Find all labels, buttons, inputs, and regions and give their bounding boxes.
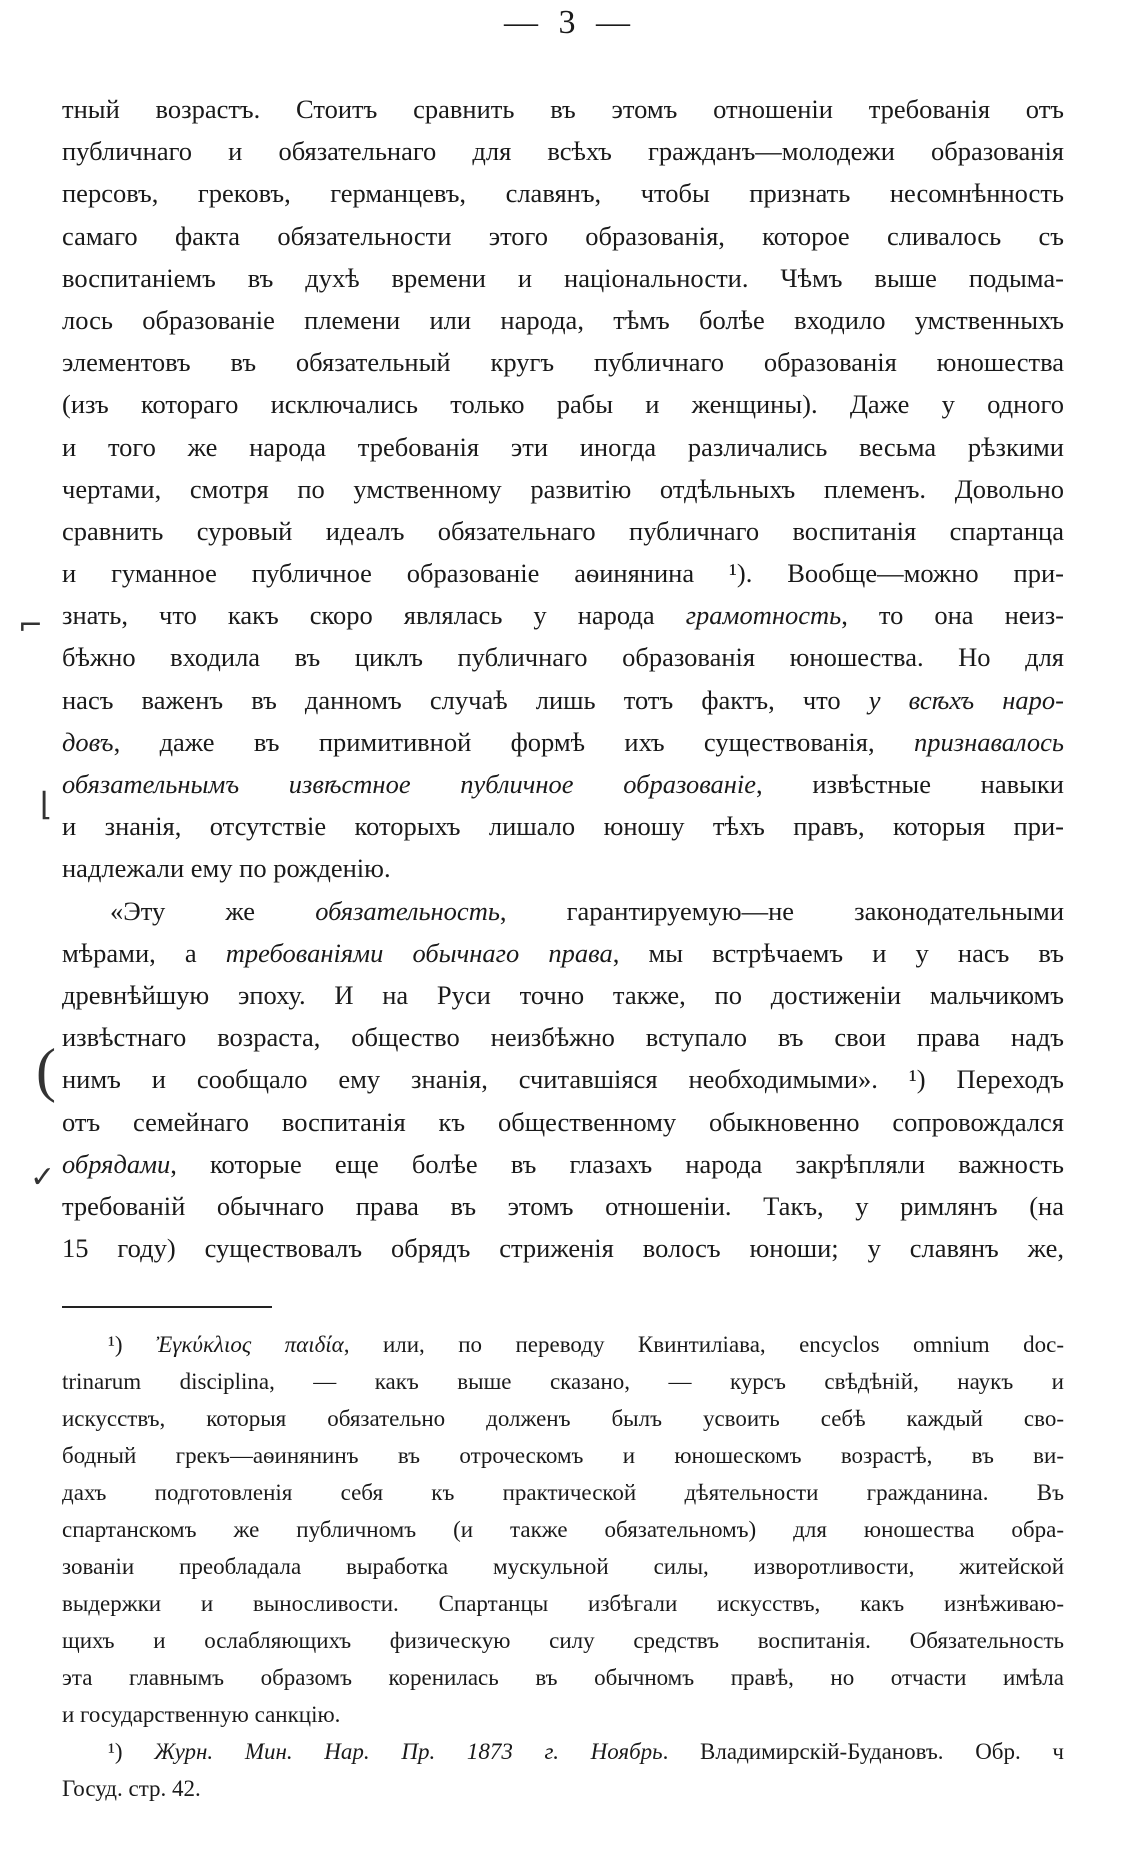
text-line <box>62 636 1064 678</box>
italic-span: грамотность <box>685 600 842 631</box>
italic-span: довъ <box>62 726 114 757</box>
footnote-line <box>62 1585 1064 1622</box>
italic-span: обязательность <box>315 895 500 926</box>
text-span: и знанія, отсутствіе которыхъ лишало юношу тѣхъ правъ, которыя при- <box>62 811 1064 842</box>
text-span: бѣжно входила въ циклъ публичнаго образованія юношества. Но для <box>62 642 1064 673</box>
text-span: , или, по переводу Квинтиліава, encyclos omnium doc- <box>343 1332 1064 1357</box>
footnote-rule <box>62 1306 272 1308</box>
footnotes <box>62 1326 1064 1807</box>
text-span: знать, что какъ скоро являлась у народа <box>62 600 686 631</box>
text-span: Госуд. стр. 42. <box>62 1776 201 1801</box>
text-span: чертами, смотря по умственному развитію отдѣльныхъ племенъ. Довольно <box>62 473 1064 504</box>
margin-bracket-mark: ⌊ <box>40 785 53 823</box>
text-span: сравнить суровый идеалъ обязательнаго публичнаго воспитанія спартанца <box>62 515 1064 546</box>
italic-span: признавалось <box>913 726 1064 757</box>
text-line <box>62 299 1064 341</box>
text-span: , извѣстные навыки <box>756 769 1064 799</box>
text-span: (изъ котораго исключались только рабы и женщины). Даже у одного <box>62 389 1064 420</box>
text-line <box>62 1016 1064 1058</box>
italic-span: требованіями обычнаго права <box>225 937 613 968</box>
text-line <box>62 1227 1064 1269</box>
footnote-line <box>62 1622 1064 1659</box>
text-span: персовъ, грековъ, германцевъ, славянъ, чтобы признать несомнѣнность <box>62 178 1064 209</box>
text-span: извѣстнаго возраста, общество неизбѣжно вступало въ свои права надъ <box>62 1022 1064 1053</box>
text-line <box>62 805 1064 847</box>
text-span: щихъ и ослабляющихъ физическую силу средствъ воспитанія. Обязательность <box>62 1628 1064 1653</box>
text-line <box>62 172 1064 214</box>
footnote-line <box>62 1363 1064 1400</box>
footnote-line <box>62 1474 1064 1511</box>
main-text <box>62 88 1064 1269</box>
text-line <box>62 552 1064 594</box>
text-span: . Владимирскій-Будановъ. Обр. ч <box>662 1739 1064 1764</box>
text-line <box>62 426 1064 468</box>
text-span: , гарантируемую—не законодательными <box>499 895 1064 926</box>
text-span: спартанскомъ же публичномъ (и также обязательномъ) для юношества обра- <box>62 1517 1064 1542</box>
text-line <box>62 974 1064 1016</box>
text-span: отъ семейнаго воспитанія къ общественному обыкновенно сопровождался <box>62 1106 1064 1137</box>
text-span: воспитаніемъ въ духѣ времени и національности. Чѣмъ выше подыма- <box>62 262 1064 293</box>
text-line <box>62 215 1064 257</box>
text-span: trinarum disciplina, — какъ выше сказано, — курсъ свѣдѣній, наукъ и <box>62 1369 1064 1394</box>
footnote-line <box>62 1770 1064 1807</box>
text-line <box>62 763 1064 805</box>
footnote-line <box>62 1326 1064 1363</box>
footnote-line <box>62 1511 1064 1548</box>
text-span: , то она неиз- <box>841 600 1064 631</box>
footnote-line <box>62 1659 1064 1696</box>
text-span: насъ важенъ въ данномъ случаѣ лишь тотъ фактъ, что <box>62 684 869 715</box>
text-span: древнѣйшую эпоху. И на Руси точно также, по достиженіи мальчикомъ <box>62 979 1064 1010</box>
text-line <box>62 1101 1064 1143</box>
italic-span: обрядами <box>62 1148 171 1179</box>
text-span: самаго факта обязательности этого образованія, которое сливалось съ <box>62 220 1064 251</box>
text-span: мѣрами, а <box>62 937 226 968</box>
text-line <box>62 1058 1064 1100</box>
text-span: тный возрастъ. Стоитъ сравнить въ этомъ отношеніи требованія отъ <box>62 94 1064 124</box>
text-span: и гуманное публичное образованіе аѳинянина ¹). Вообще—можно при- <box>62 558 1064 589</box>
text-span: эта главнымъ образомъ коренилась въ обычномъ правѣ, но отчасти имѣла <box>62 1665 1064 1690</box>
text-span: лось образованіе племени или народа, тѣмъ болѣе входило умственныхъ <box>62 304 1064 335</box>
text-line <box>62 721 1064 763</box>
footnote-line <box>62 1437 1064 1474</box>
text-span: бодный грекъ—аѳинянинъ въ отроческомъ и юношескомъ возрастѣ, въ ви- <box>62 1443 1064 1468</box>
text-span: элементовъ въ обязательный кругъ публичнаго образованія юношества <box>62 347 1064 378</box>
text-line <box>62 847 1064 889</box>
text-span: нимъ и сообщало ему знанія, считавшіяся необходимыми». ¹) Переходъ <box>62 1064 1064 1095</box>
text-span: и того же народа требованія эти иногда различались весьма рѣзкими <box>62 431 1064 462</box>
text-span: выдержки и выносливости. Спартанцы избѣгали искусствъ, какъ изнѣживаю- <box>62 1591 1064 1616</box>
text-line <box>62 679 1064 721</box>
text-line <box>62 130 1064 172</box>
text-span: , мы встрѣчаемъ и у насъ въ <box>612 937 1064 968</box>
margin-paren-mark: ( <box>36 1037 56 1103</box>
text-span: и государственную санкцію. <box>62 1702 341 1727</box>
text-span: дахъ подготовленія себя къ практической дѣятельности гражданина. Въ <box>62 1480 1064 1505</box>
margin-dash-mark: ⌐ <box>18 608 44 643</box>
text-span: искусствъ, которыя обязательно долженъ былъ усвоить себѣ каждый сво- <box>62 1406 1064 1431</box>
text-line <box>62 932 1064 974</box>
text-span: 15 году) существовалъ обрядъ стриженія волосъ юноши; у славянъ же, <box>62 1233 1064 1264</box>
text-line <box>62 1185 1064 1227</box>
text-span: публичнаго и обязательнаго для всѣхъ гражданъ—молодежи образованія <box>62 136 1064 167</box>
text-line <box>62 341 1064 383</box>
text-span: ¹) <box>108 1739 155 1764</box>
italic-span: Ἐγκύκλιος παιδία <box>156 1332 344 1357</box>
text-line <box>62 1143 1064 1185</box>
text-line <box>62 383 1064 425</box>
margin-check-mark: ✓ <box>30 1160 56 1195</box>
text-span: , даже въ примитивной формѣ ихъ существованія, <box>113 726 914 757</box>
footnote-line <box>62 1733 1064 1770</box>
page-number: — 3 — <box>504 4 636 41</box>
text-span: , которые еще болѣе въ глазахъ народа закрѣпляли важность <box>170 1148 1064 1179</box>
italic-span: у всѣхъ наро- <box>868 684 1064 715</box>
text-line <box>62 890 1064 932</box>
footnote-line <box>62 1548 1064 1585</box>
text-span: требованій обычнаго права въ этомъ отношеніи. Такъ, у римлянъ (на <box>62 1190 1064 1221</box>
footnote-line <box>62 1696 1064 1733</box>
text-line <box>62 88 1064 130</box>
italic-span: Журн. Мин. Нар. Пр. 1873 г. Ноябрь <box>154 1739 663 1764</box>
text-span: зованіи преобладала выработка мускульной силы, изворотливости, житейской <box>62 1554 1064 1579</box>
italic-span: обязательнымъ извѣстное публичное образованіе <box>62 769 757 799</box>
text-line <box>62 468 1064 510</box>
text-line <box>62 257 1064 299</box>
footnote-line <box>62 1400 1064 1437</box>
text-span: «Эту же <box>110 895 316 926</box>
text-line <box>62 510 1064 552</box>
text-span: ¹) <box>108 1332 156 1357</box>
text-span: надлежали ему по рожденію. <box>62 853 391 884</box>
text-line <box>62 594 1064 636</box>
